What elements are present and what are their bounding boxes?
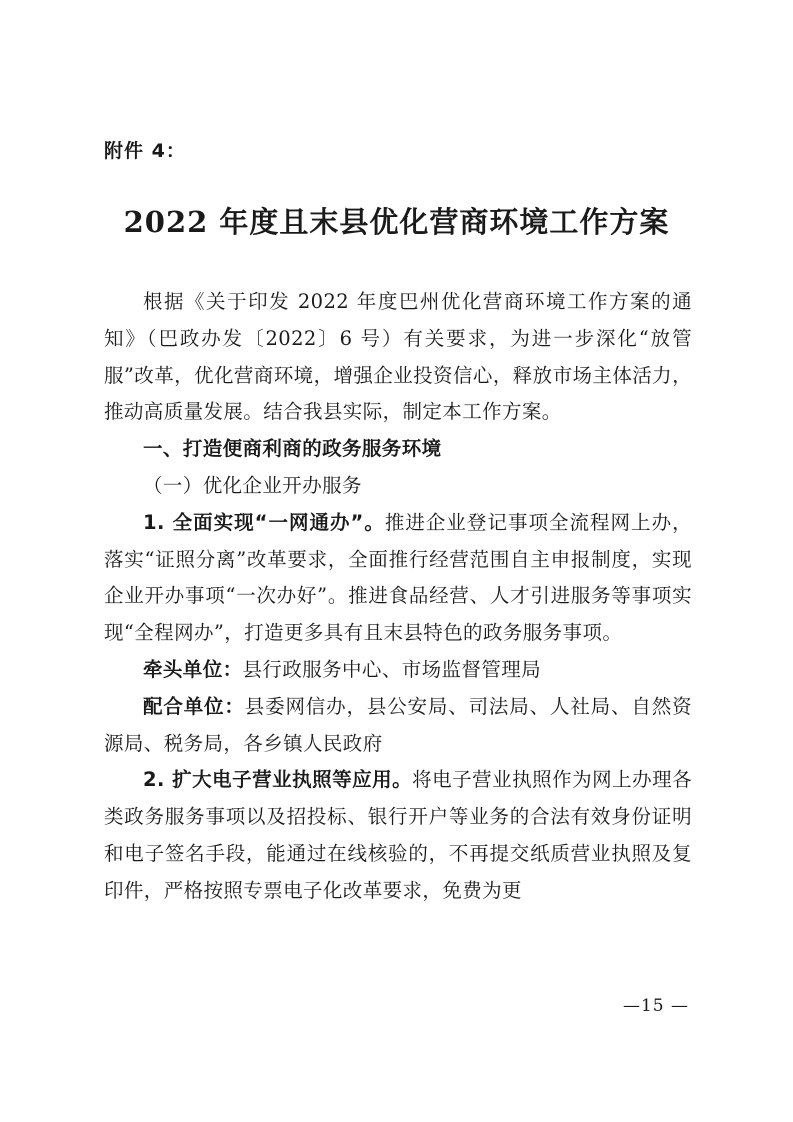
item-2-text: 将电子营业执照作为网上办理各类政务服务事项以及招投标、银行开户等业务的合法有效身份证明和电子签名手段，能通过在线核验的，不再提交纸质营业执照及复印件，严格按照专票电子化改革要求，免费为更 bbox=[104, 768, 692, 902]
item-1-coop-unit bbox=[104, 689, 692, 763]
subsection-heading: （一）优化企业开办服务 bbox=[143, 473, 362, 497]
document-title: 2022 年度且末县优化营商环境工作方案 bbox=[123, 205, 670, 239]
section-heading: 一、打造便商利商的政务服务环境 bbox=[143, 437, 442, 461]
intro-paragraph: 根据《关于印发 2022 年度巴州优化营商环境工作方案的通知》（巴政办发〔2022〕6 号）有关要求，为进一步深化“放管服”改革，优化营商环境，增强企业投资信心，释放市场主体活力，推动高质量发展。结合我县实际，制定本工作方案。 bbox=[104, 290, 692, 424]
item-1-text: 推进企业登记事项全流程网上办，落实“证照分离”改革要求，全面推行经营范围自主申报制度，实现企业开办事项“一次办好”。推进食品经营、人才引进服务等事项实现“全程网办”，打造更多具有且末县特色的政务服务事项。 bbox=[104, 510, 692, 645]
attachment-label: 附件 4： bbox=[104, 140, 186, 162]
item-1-lead-unit bbox=[104, 652, 692, 689]
item-2-paragraph bbox=[104, 762, 692, 909]
lead-unit-value: 县行政服务中心、市场监督管理局 bbox=[242, 657, 542, 681]
coop-unit-value: 县委网信办，县公安局、司法局、人社局、自然资源局、税务局，各乡镇人民政府 bbox=[104, 694, 692, 755]
lead-unit-label: 牵头单位： bbox=[143, 657, 243, 681]
item-1-paragraph bbox=[104, 505, 692, 652]
document-body bbox=[104, 284, 692, 910]
page-number: —15 — bbox=[622, 996, 689, 1016]
item-2-title: 2. 扩大电子营业执照等应用。 bbox=[143, 768, 413, 792]
item-1-title: 1. 全面实现“一网通办”。 bbox=[143, 510, 385, 534]
coop-unit-label: 配合单位： bbox=[143, 694, 245, 718]
